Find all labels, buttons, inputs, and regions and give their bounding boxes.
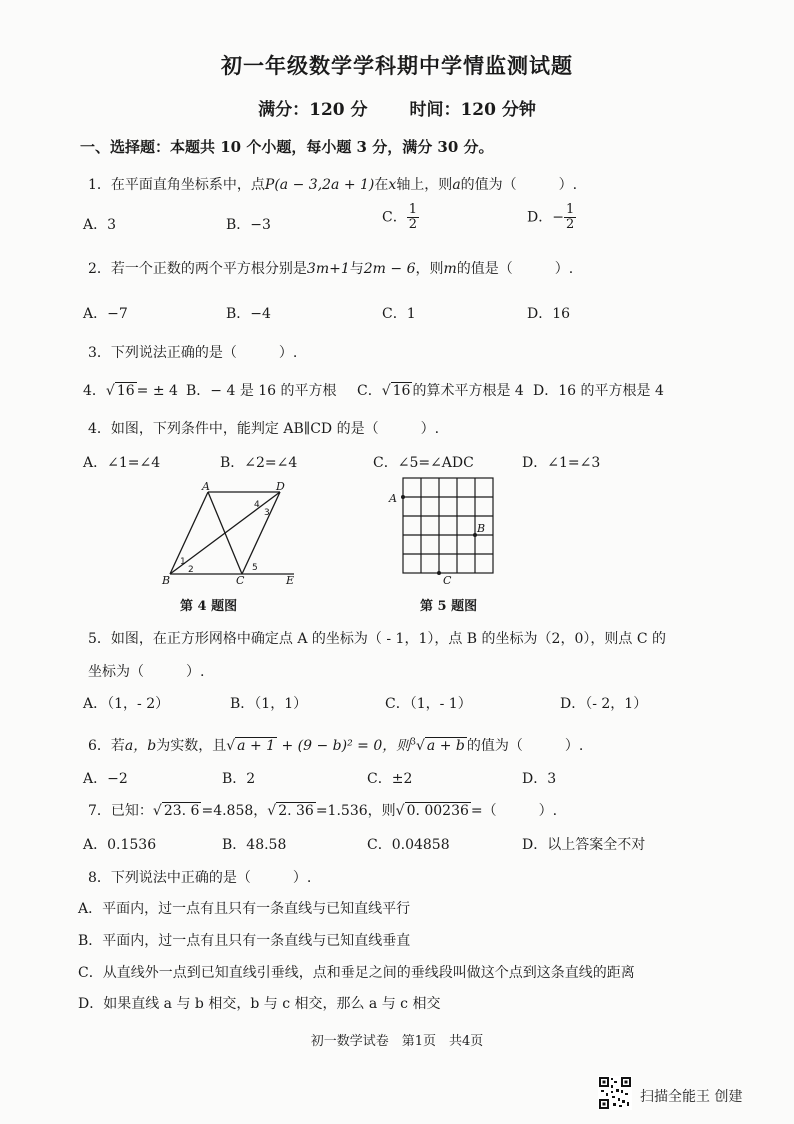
exam-info bbox=[0, 95, 794, 120]
q1-var: a bbox=[452, 177, 461, 193]
q7-option-a: A．0.1536 bbox=[83, 837, 157, 853]
angle-1: 1 bbox=[180, 557, 186, 567]
label-b: B bbox=[477, 522, 486, 535]
total-score: 满分：120 分 bbox=[258, 100, 368, 120]
q2-text-mid: 与 bbox=[349, 261, 364, 277]
q1-text-c: 轴上，则 bbox=[396, 177, 453, 193]
segment-bd bbox=[170, 492, 280, 574]
q6-vars: a，b bbox=[124, 738, 157, 754]
label-b: B bbox=[162, 574, 171, 587]
angle-2: 2 bbox=[188, 565, 194, 575]
angle-5: 5 bbox=[252, 563, 258, 573]
figure-5-caption: 第 5 题图 bbox=[420, 599, 478, 614]
figure-5-grid bbox=[385, 476, 495, 586]
angle-4: 4 bbox=[254, 500, 260, 510]
q4-option-b: B．∠2=∠4 bbox=[220, 455, 298, 471]
question-3-stem: 3．下列说法正确的是（ ）. bbox=[88, 345, 298, 361]
q1-option-a: A．3 bbox=[83, 217, 117, 233]
q8-option-d: D．如果直线 a 与 b 相交，b 与 c 相交，那么 a 与 c 相交 bbox=[78, 996, 441, 1012]
q1-d-label: D．− bbox=[527, 209, 564, 226]
question-8-stem: 8．下列说法中正确的是（ ）. bbox=[88, 870, 312, 886]
q3-a-label: 4． bbox=[83, 383, 106, 399]
label-d: D bbox=[276, 480, 285, 493]
q3-a-radicand: 16 bbox=[116, 383, 135, 399]
q8-option-a: A．平面内，过一点有且只有一条直线与已知直线平行 bbox=[78, 901, 411, 917]
q6-text-a: 6．若 bbox=[88, 738, 125, 754]
figure-4-caption: 第 4 题图 bbox=[180, 599, 238, 614]
page-footer: 初一数学试卷 第1页 共4页 bbox=[310, 1034, 484, 1049]
q8-option-c: C．从直线外一点到已知直线引垂线，点和垂足之间的垂线段叫做这个点到这条直线的距离 bbox=[78, 965, 635, 981]
q2-text-a: 2．若一个正数的两个平方根分别是 bbox=[88, 261, 307, 277]
q2-option-b: B．−4 bbox=[226, 306, 271, 322]
q1-c-denominator: 2 bbox=[408, 217, 417, 232]
q6-option-a: A．−2 bbox=[83, 771, 128, 787]
q6-option-b: B．2 bbox=[222, 771, 256, 787]
q1-d-fraction bbox=[564, 203, 576, 232]
q7-value-1: =4.858， bbox=[201, 803, 268, 819]
q2-expr-2: 2m − 6 bbox=[363, 261, 416, 277]
label-a: A bbox=[202, 480, 210, 493]
point-c bbox=[437, 571, 441, 575]
q7-radicand-1: 23. 6 bbox=[163, 803, 200, 819]
q6-radicand-1: a + 1 bbox=[237, 738, 276, 754]
q7-option-b: B．48.58 bbox=[222, 837, 287, 853]
exam-time: 时间：120 分钟 bbox=[409, 100, 536, 120]
question-2-stem bbox=[88, 258, 573, 278]
segment-cd bbox=[242, 492, 280, 574]
q1-option-c bbox=[382, 203, 419, 232]
question-6-stem: 6．若a，b为实数，且√ a + 1 + (9 − b)² = 0，则$^3$√ a + b 的值为（ ）. bbox=[88, 737, 584, 754]
q7-option-c: C．0.04858 bbox=[367, 837, 450, 853]
q7-text-b: =（ ）. bbox=[470, 803, 558, 819]
q2-option-c: C．1 bbox=[382, 306, 416, 322]
q5-option-a: A．（1，- 2） bbox=[83, 696, 170, 712]
q3-c-label: C． bbox=[357, 383, 382, 399]
q4-option-c: C．∠5=∠ADC bbox=[373, 455, 474, 471]
question-5-stem-line2: 坐标为（ ）. bbox=[88, 664, 205, 680]
q8-option-b: B．平面内，过一点有且只有一条直线与已知直线垂直 bbox=[78, 933, 411, 949]
q1-d-denominator: 2 bbox=[565, 217, 575, 232]
q6-text-c: 的值为（ ）. bbox=[466, 738, 584, 754]
q1-c-fraction bbox=[407, 203, 419, 232]
label-a: A bbox=[389, 492, 397, 505]
question-5-stem-line1: 5．如图，在正方形网格中确定点 A 的坐标为（ - 1，1），点 B 的坐标为（2，0），则点 C 的 bbox=[88, 631, 666, 647]
q1-c-numerator: 1 bbox=[408, 202, 417, 217]
q1-text-a: 1．在平面直角坐标系中，点 bbox=[88, 177, 265, 193]
q6-option-c: C．±2 bbox=[367, 771, 413, 787]
q1-c-label: C． bbox=[382, 209, 407, 226]
q4-option-a: A．∠1=∠4 bbox=[83, 455, 161, 471]
q1-option-b: B．−3 bbox=[226, 217, 271, 233]
figure-4-diagram bbox=[150, 480, 310, 588]
q2-text-b: ，则 bbox=[415, 261, 444, 277]
q3-a-value: = ± 4 bbox=[136, 383, 178, 399]
label-e: E bbox=[286, 574, 295, 587]
section-heading: 一、选择题：本题共 10 个小题，每小题 3 分，满分 30 分。 bbox=[80, 138, 494, 156]
q7-value-2: =1.536，则 bbox=[315, 803, 396, 819]
question-7-stem: 7．已知：√ 23. 6 =4.858，√ 2. 36 =1.536，则√ 0. 00236 =（ ）. bbox=[88, 803, 558, 819]
q1-text-d: 的值为（ ）. bbox=[460, 177, 578, 193]
q7-radicand-2: 2. 36 bbox=[278, 803, 314, 819]
q1-axis: x bbox=[388, 177, 397, 193]
q1-text-b: 在 bbox=[374, 177, 389, 193]
q6-radicand-2: a + b bbox=[426, 738, 465, 754]
q6-cube-index: 3 bbox=[410, 737, 416, 748]
q3-c-radicand: 16 bbox=[392, 383, 411, 399]
q7-text-a: 7．已知： bbox=[88, 803, 153, 819]
q1-option-d bbox=[527, 203, 576, 232]
angle-3: 3 bbox=[264, 508, 270, 518]
q6-equation: + (9 − b)² = 0，则 bbox=[277, 738, 411, 754]
q2-var: m bbox=[443, 261, 457, 277]
question-1-stem bbox=[88, 174, 577, 194]
q3-option-c: C．√ 16 的算术平方根是 4 bbox=[357, 383, 524, 399]
page-title: 初一年级数学学科期中学情监测试题 bbox=[221, 53, 573, 78]
q6-text-b: 为实数，且 bbox=[156, 738, 227, 754]
q3-c-text: 的算术平方根是 4 bbox=[412, 383, 524, 399]
q2-text-c: 的值是（ ）. bbox=[456, 261, 574, 277]
q7-radicand-3: 0. 00236 bbox=[406, 803, 469, 819]
q5-option-c: C．（1，- 1） bbox=[385, 696, 472, 712]
qr-code-icon bbox=[598, 1076, 632, 1110]
scanner-watermark: 扫描全能王 创建 bbox=[640, 1089, 743, 1105]
label-c: C bbox=[443, 574, 452, 586]
point-a bbox=[401, 495, 405, 499]
q1-point: P(a − 3,2a + 1) bbox=[264, 177, 375, 193]
q5-option-b: B．（1，1） bbox=[230, 696, 308, 712]
q3-option-b: B．− 4 是 16 的平方根 bbox=[186, 383, 337, 399]
segment-ab bbox=[170, 492, 208, 574]
q1-d-numerator: 1 bbox=[565, 202, 575, 217]
label-c: C bbox=[236, 574, 245, 587]
q2-option-d: D．16 bbox=[527, 306, 571, 322]
q5-option-d: D．（- 2，1） bbox=[560, 696, 648, 712]
q3-option-a: 4．√ 16 = ± 4 bbox=[83, 383, 178, 399]
q4-option-d: D．∠1=∠3 bbox=[522, 455, 601, 471]
q7-option-d: D．以上答案全不对 bbox=[522, 837, 646, 853]
q2-expr-1: 3m+1 bbox=[306, 261, 350, 277]
q6-option-d: D．3 bbox=[522, 771, 557, 787]
q3-option-d: D．16 的平方根是 4 bbox=[533, 383, 664, 399]
question-4-stem: 4．如图，下列条件中，能判定 AB∥CD 的是（ ）. bbox=[88, 421, 440, 437]
q2-option-a: A．−7 bbox=[83, 306, 128, 322]
